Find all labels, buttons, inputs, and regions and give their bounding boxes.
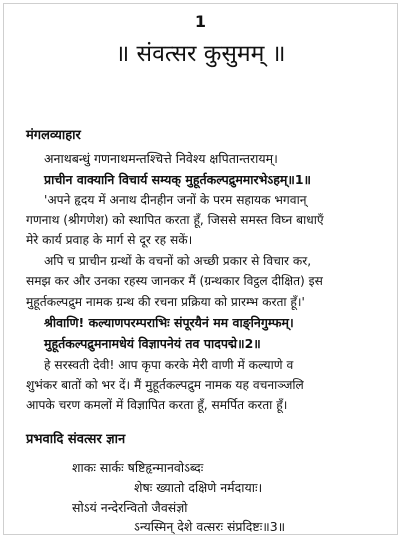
- para3-line1: हे सरस्वती देवी! आप कृपा करके मेरी वाणी में कल्याणे व: [44, 358, 294, 372]
- section-heading-prabhavadi: प्रभवादि संवत्सर ज्ञान: [26, 432, 126, 447]
- book-page: [3, 3, 398, 535]
- page-number: 1: [194, 12, 207, 31]
- para1-line3: मेरे कार्य प्रवाह के मार्ग से दूर रह सकें।: [26, 233, 193, 247]
- chapter-title: ॥ संवत्सर कुसुमम् ॥: [115, 41, 286, 67]
- para3-line3: आपके चरण कमलों में विज्ञापित करता हूँ, समर्पित करता हूँ।: [26, 398, 288, 412]
- verse1-line1: अनाथबन्धुं गणनाथमन्तश्चित्ते निवेश्य क्षपितान्तरायम्।: [44, 151, 278, 166]
- para1-line1: 'अपने हृदय में अनाथ दीनहीन जनों के परम सहायक भगवान्: [44, 193, 307, 207]
- para2-line2: समझ कर और उनका रहस्य जानकर मैं (ग्रन्थकार विट्ठल दीक्षित) इस: [26, 274, 323, 288]
- para2-line3: मुहूर्तकल्पद्रुम नामक ग्रन्थ की रचना प्रक्रिया को प्रारम्भ करता हूँ।': [26, 295, 305, 309]
- para1-line2: गणनाथ (श्रीगणेश) को स्थापित करता हूँ, जिससे समस्त विघ्न बाधाएँ: [26, 213, 324, 227]
- section-heading-mangal: मंगलव्याहार: [26, 128, 81, 143]
- verse1-line2: प्राचीन वाक्यानि विचार्य सम्यक् मुहूर्तकल्पद्रुममारभेऽहम्॥1॥: [44, 172, 312, 187]
- verse2-line1: श्रीवाणि! कल्याणपरम्पराभिः संपूरयैनं मम वाङ्निगुम्फम्।: [44, 315, 294, 330]
- verse2-line2: मुहूर्तकल्पद्रुमनामधेयं विज्ञापनेयं तव पादपद्मे॥2॥: [44, 336, 261, 351]
- para3-line2: शुभंकर बातों को भर दें। मैं मुहूर्तकल्पद्रुम नामक यह वचनाञ्जलि: [26, 378, 304, 392]
- verse3-line1: शाकः सार्कः षष्टिहृन्मानवोऽब्दः: [72, 460, 204, 475]
- verse3-line2: शेषः ख्यातो दक्षिणे नर्मदायाः।: [134, 480, 263, 495]
- verse3-line4: ऽन्यस्मिन् देशे वत्सरः संप्रदिष्टः॥3॥: [134, 519, 286, 534]
- para2-line1: अपि च प्राचीन ग्रन्थों के वचनों को अच्छी प्रकार से विचार कर,: [44, 254, 312, 268]
- verse3-line3: सोऽयं नन्देरन्वितो जैवसंज्ञो: [72, 500, 188, 515]
